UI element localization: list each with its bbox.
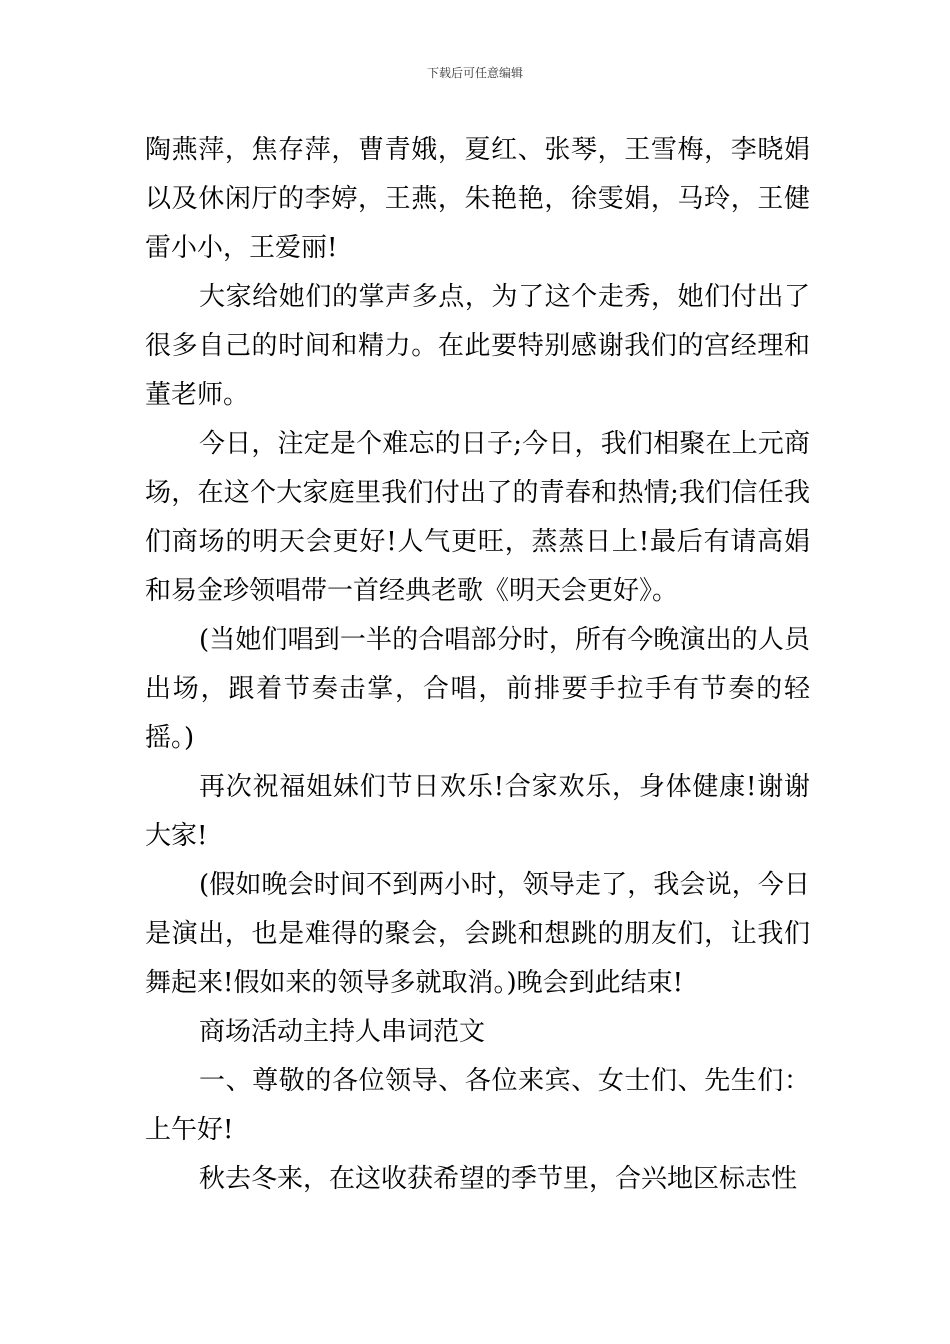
paragraph: 陶燕萍，焦存萍，曹青娥，夏红、张琴，王雪梅，李晓娟以及休闲厅的李婷，王燕，朱艳艳，徐雯娟，马玲，王健雷小小，王爱丽! xyxy=(145,135,810,263)
paragraph: 一、尊敬的各位领导、各位来宾、女士们、先生们：上午好! xyxy=(145,1066,810,1145)
document-body xyxy=(145,126,810,1204)
paragraph: 今日，注定是个难忘的日子;今日，我们相聚在上元商场，在这个大家庭里我们付出了的青春和热情;我们信任我们商场的明天会更好!人气更旺，蒸蒸日上!最后有请高娟和易金珍领唱带一首经典老歌《明天会更好》。 xyxy=(145,429,810,606)
paragraph: (假如晚会时间不到两小时，领导走了，我会说，今日是演出，也是难得的聚会，会跳和想跳的朋友们，让我们舞起来!假如来的领导多就取消。)晚会到此结束! xyxy=(145,870,810,998)
paragraph: 秋去冬来，在这收获希望的季节里，合兴地区标志性 xyxy=(199,1164,798,1194)
paragraph: 大家给她们的掌声多点，为了这个走秀，她们付出了很多自己的时间和精力。在此要特别感谢我们的宫经理和董老师。 xyxy=(145,282,810,410)
paragraph: 再次祝福姐妹们节日欢乐!合家欢乐，身体健康!谢谢大家! xyxy=(145,772,810,851)
page-header: 下载后可任意编辑 xyxy=(426,66,523,80)
paragraph: (当她们唱到一半的合唱部分时，所有今晚演出的人员出场，跟着节奏击掌，合唱，前排要手拉手有节奏的轻摇。) xyxy=(145,625,810,753)
section-title: 商场活动主持人串词范文 xyxy=(199,1017,486,1047)
